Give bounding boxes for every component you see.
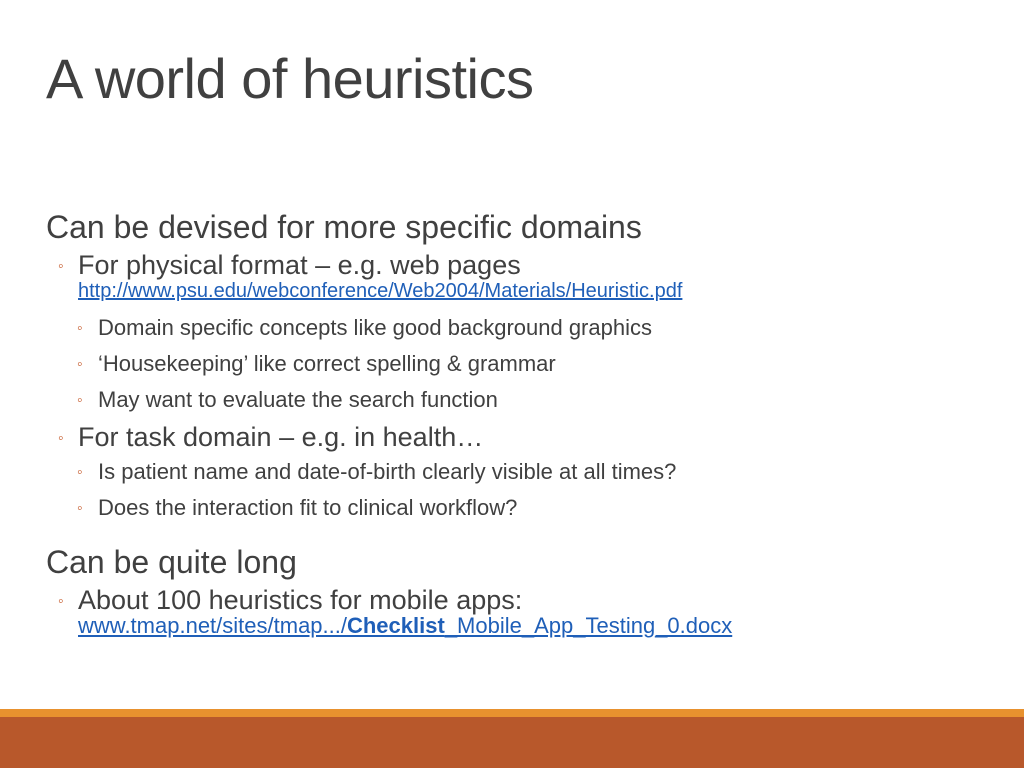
bullet-text: For physical format – e.g. web pages <box>78 250 521 280</box>
bullet-icon: ◦ <box>77 500 83 517</box>
sub-bullet-search-function <box>46 382 1006 418</box>
link-line <box>46 615 1006 640</box>
heuristic-pdf-link[interactable]: http://www.psu.edu/webconference/Web2004/Materials/Heuristic.pdf <box>78 280 683 302</box>
bullet-text: About 100 heuristics for mobile apps: <box>78 585 523 615</box>
bullet-physical-format <box>46 249 1006 282</box>
bullet-text: For task domain – e.g. in health… <box>78 422 484 452</box>
bullet-text: Domain specific concepts like good background graphics <box>98 315 652 340</box>
bullet-icon: ◦ <box>58 258 64 275</box>
bullet-icon: ◦ <box>58 430 64 447</box>
link-bold: Checklist <box>346 613 445 638</box>
section-heading-quite-long: Can be quite long <box>46 544 297 580</box>
slide-content <box>46 205 1006 646</box>
sub-bullet-background-graphics <box>46 310 1006 346</box>
footer-bar <box>0 717 1024 768</box>
footer-accent-line <box>0 709 1024 717</box>
sub-bullet-housekeeping <box>46 346 1006 382</box>
slide-title: A world of heuristics <box>46 47 534 110</box>
bullet-icon: ◦ <box>77 392 83 409</box>
bullet-mobile-apps <box>46 584 1006 617</box>
sub-bullet-clinical-workflow <box>46 490 1006 526</box>
link-line <box>46 280 1006 304</box>
sub-bullet-patient-name <box>46 454 1006 490</box>
bullet-text: ‘Housekeeping’ like correct spelling & grammar <box>98 351 556 376</box>
link-suffix: _Mobile_App_Testing_0.docx <box>444 613 733 638</box>
bullet-text: May want to evaluate the search function <box>98 387 498 412</box>
bullet-text: Does the interaction fit to clinical workflow? <box>98 495 518 520</box>
bullet-icon: ◦ <box>77 320 83 337</box>
bullet-icon: ◦ <box>58 593 64 610</box>
bullet-icon: ◦ <box>77 356 83 373</box>
bullet-icon: ◦ <box>77 464 83 481</box>
bullet-text: Is patient name and date-of-birth clearly visible at all times? <box>98 459 677 484</box>
bullet-task-domain <box>46 421 1006 454</box>
link-prefix: www.tmap.net/sites/tmap.../ <box>78 613 347 638</box>
section-heading-specific-domains: Can be devised for more specific domains <box>46 209 642 245</box>
